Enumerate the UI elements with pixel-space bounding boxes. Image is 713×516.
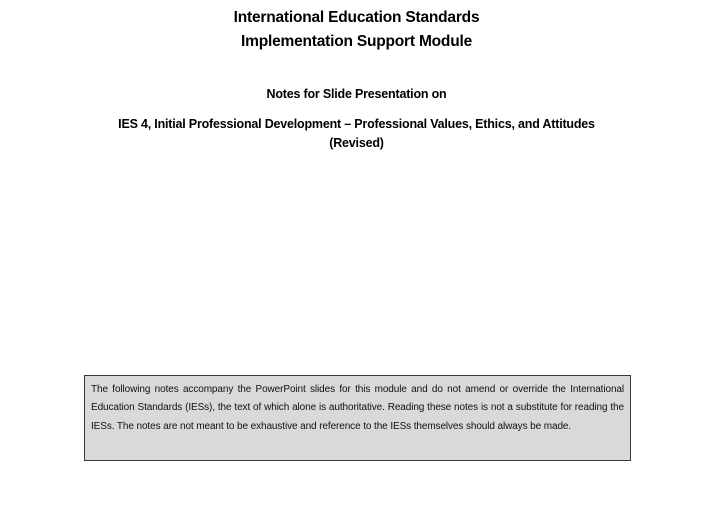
presentation-subtitle: Notes for Slide Presentation on bbox=[266, 87, 447, 101]
disclaimer-notice-text: The following notes accompany the PowerPoint slides for this module and do not amend or override the International Education Standards (IESs), the text of which alone is authoritative. Reading these notes is not a substitute for reading the IESs. The notes are not meant to be exhaustive and reference to the IESs themselves should always be made. bbox=[91, 384, 624, 432]
disclaimer-notice-box bbox=[84, 375, 631, 461]
header-title-line2: Implementation Support Module bbox=[241, 33, 472, 50]
document-title: IES 4, Initial Professional Development – Professional Values, Ethics, and Attitudes (Revised) bbox=[118, 117, 595, 150]
header-title-line1: International Education Standards bbox=[233, 9, 480, 26]
